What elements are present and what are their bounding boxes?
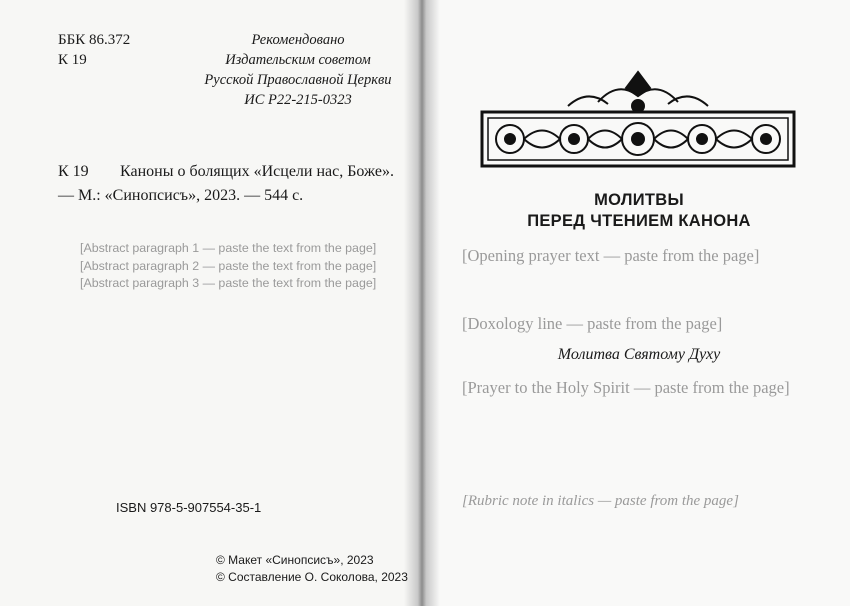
catalog-text: Каноны о болящих «Исцели нас, Боже».— М.: «Синопсисъ», 2023. — 544 с.: [58, 163, 394, 204]
credits: [216, 552, 408, 586]
approval-line: Рекомендовано: [251, 32, 345, 48]
abstract: [58, 240, 398, 293]
approval-line: Издательским советом: [225, 52, 371, 68]
abstract-paragraph: [Abstract paragraph 3 — paste the text from the page]: [80, 276, 377, 290]
right-page-content: [426, 0, 850, 606]
prayer-paragraph: [Opening prayer text — paste from the page]: [462, 246, 760, 265]
prayer-paragraph: [Doxology line — paste from the page]: [462, 314, 723, 333]
catalog-code: К 19: [58, 163, 89, 180]
approval-line: ИС Р22-215-0323: [244, 92, 352, 108]
isbn: ISBN 978-5-907554-35-1: [116, 500, 262, 515]
rubric-note: [Rubric note in italics — paste from the page]: [462, 493, 739, 509]
prayer-paragraph: [Prayer to the Holy Spirit — paste from the page]: [462, 378, 790, 397]
heading-line: ПЕРЕД ЧТЕНИЕМ КАНОНА: [527, 212, 751, 230]
prayer-subheading: Молитва Святому Духу: [557, 346, 721, 363]
abstract-paragraph: [Abstract paragraph 1 — paste the text from the page]: [80, 241, 377, 255]
approval-block: [196, 30, 400, 110]
credit-line: © Макет «Синопсисъ», 2023: [216, 553, 374, 567]
heading-line: МОЛИТВЫ: [594, 191, 684, 209]
section-heading: [462, 190, 816, 232]
ornamental-headpiece: [478, 66, 798, 174]
abstract-paragraph: [Abstract paragraph 2 — paste the text from the page]: [80, 258, 377, 273]
approval-line: Русской Православной Церкви: [204, 72, 392, 88]
catalog-codes: [58, 30, 130, 70]
bbk-code: ББК 86.372: [58, 32, 131, 48]
credit-line: © Составление О. Соколова, 2023: [216, 570, 408, 584]
catalog-entry: [58, 160, 398, 208]
author-mark: К 19: [58, 52, 87, 68]
